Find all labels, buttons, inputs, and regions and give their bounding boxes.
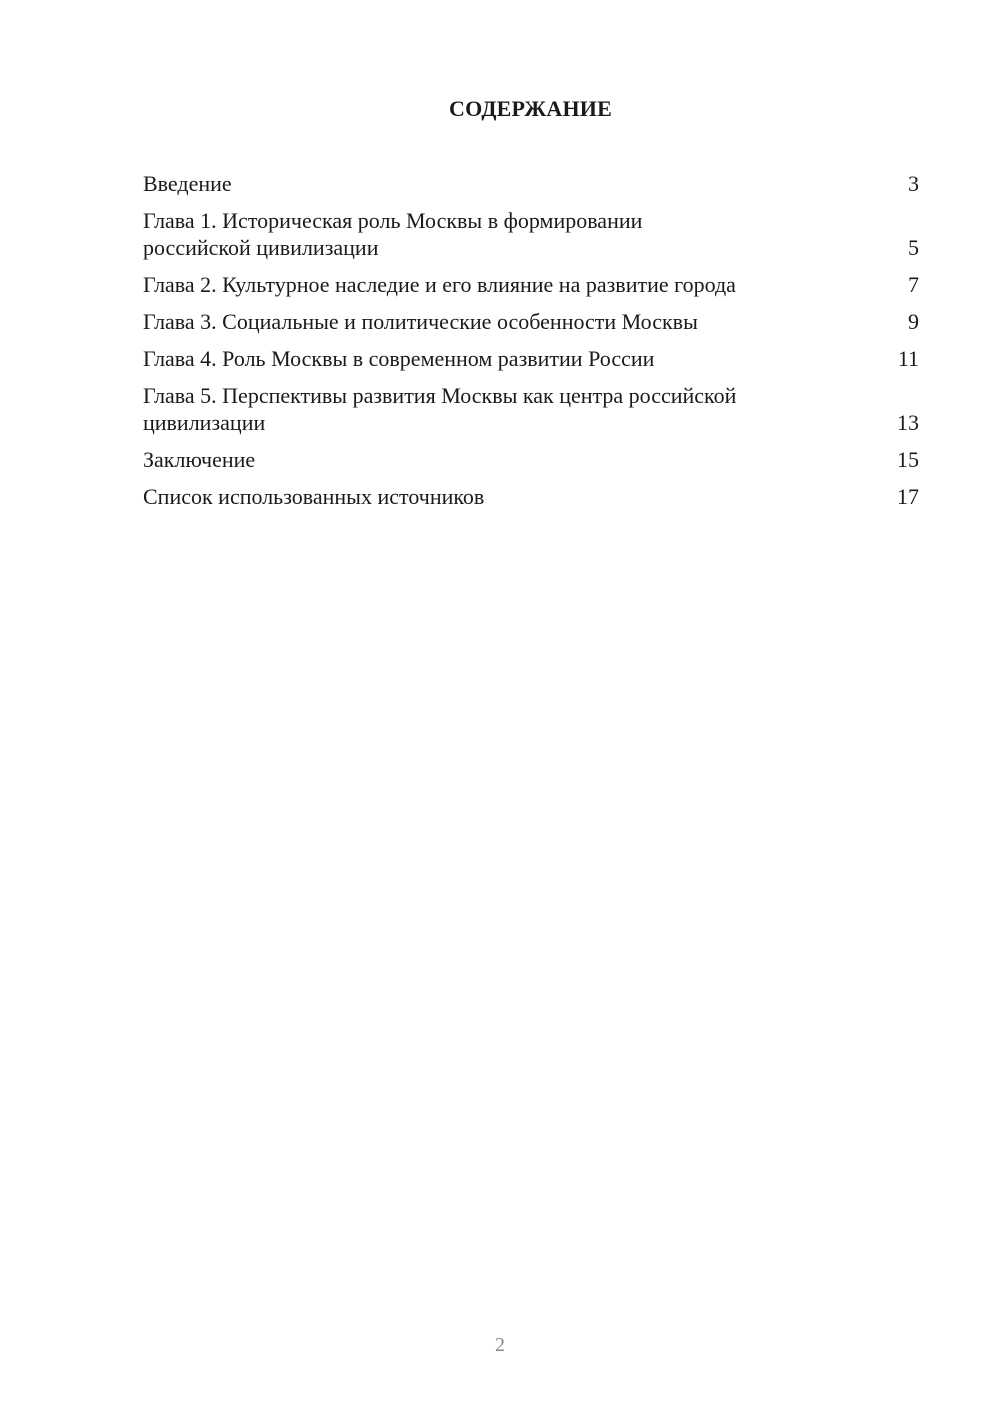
toc-entry-title: Глава 3. Социальные и политические особенности Москвы: [143, 309, 698, 334]
toc-entry-title: Глава 2. Культурное наследие и его влияние на развитие города: [143, 272, 736, 297]
toc-entry-conclusion[interactable]: [143, 446, 919, 473]
toc-entry-title: Глава 5. Перспективы развития Москвы как центра российской цивилизации: [143, 383, 737, 435]
toc-entry-title: Глава 1. Историческая роль Москвы в формировании российской цивилизации: [143, 208, 643, 260]
toc-entry-chapter-4[interactable]: [143, 345, 919, 372]
toc-entry-page: 13: [897, 410, 919, 435]
toc-entry-references[interactable]: [143, 483, 919, 510]
toc-entry-title: Заключение: [143, 447, 256, 472]
toc-entry-page: 3: [908, 171, 919, 196]
table-of-contents: [143, 170, 919, 520]
toc-entry-title: Введение: [143, 171, 232, 196]
toc-entry-title: Глава 4. Роль Москвы в современном развитии России: [143, 346, 655, 371]
toc-entry-introduction[interactable]: [143, 170, 919, 197]
toc-heading: СОДЕРЖАНИЕ: [449, 96, 612, 121]
toc-entry-page: 5: [908, 235, 919, 260]
toc-entry-title: Список использованных источников: [143, 484, 485, 509]
toc-entry-page: 11: [897, 346, 919, 371]
toc-entry-chapter-3[interactable]: [143, 308, 919, 335]
toc-entry-chapter-5[interactable]: [143, 382, 919, 436]
toc-entry-page: 17: [897, 484, 919, 509]
toc-entry-page: 9: [908, 309, 919, 334]
toc-entry-chapter-1[interactable]: [143, 207, 919, 261]
toc-entry-page: 7: [908, 272, 919, 297]
toc-entry-page: 15: [897, 447, 919, 472]
toc-entry-chapter-2[interactable]: [143, 271, 919, 298]
page-number: 2: [495, 1334, 505, 1356]
